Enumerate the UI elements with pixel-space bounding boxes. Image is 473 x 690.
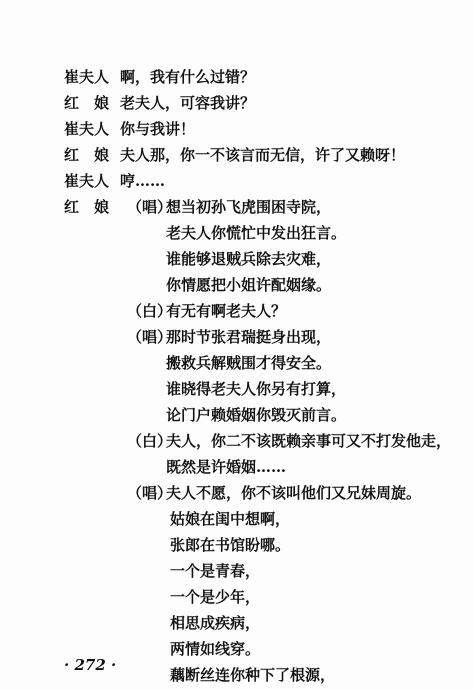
lyric-line: 夫人不愿，你不该叫他们又兄妹周旋。	[166, 484, 422, 502]
performance-mark: （唱）	[127, 328, 173, 346]
lyric-line: 那时节张君瑞挺身出现，	[166, 328, 332, 346]
lyric-line: 谁晓得老夫人你另有打算，	[166, 380, 347, 398]
spoken-line: 有无有啊老夫人？	[166, 302, 287, 320]
lyric-line: 姑娘在闺中想啊，	[170, 510, 291, 528]
speaker-label: 红 娘	[64, 146, 110, 164]
performance-mark: （白）	[127, 302, 173, 320]
lyric-line: 搬救兵解贼围才得安全。	[166, 354, 332, 372]
speaker-label: 崔夫人	[64, 68, 110, 86]
speaker-label: 红 娘	[64, 198, 110, 216]
lyric-line: 想当初孙飞虎围困寺院，	[166, 198, 332, 216]
spoken-line: 夫人，你二不该既赖亲事可又不打发他走，	[166, 432, 452, 450]
dialogue-line: 啊，我有什么过错？	[120, 68, 256, 86]
page-number: · 272 ·	[64, 656, 117, 674]
spoken-line: 既然是许婚姻……	[166, 458, 287, 476]
lyric-line: 论门户赖婚姻你毁灭前言。	[166, 406, 347, 424]
lyric-line: 张郎在书馆盼哪。	[170, 536, 291, 554]
lyric-line: 老夫人你慌忙中发出狂言。	[166, 224, 347, 242]
performance-mark: （唱）	[127, 484, 173, 502]
lyric-line: 藕断丝连你种下了根源，	[170, 666, 336, 684]
dialogue-line: 你与我讲！	[120, 120, 196, 138]
lyric-line: 你情愿把小姐许配姻缘。	[166, 276, 332, 294]
dialogue-line: 夫人那，你一不该言而无信，许了又赖呀！	[120, 146, 406, 164]
dialogue-line: 哼……	[120, 172, 166, 190]
performance-mark: （白）	[127, 432, 173, 450]
speaker-label: 红 娘	[64, 94, 110, 112]
lyric-line: 一个是少年，	[170, 588, 261, 606]
lyric-line: 相思成疾病，	[170, 614, 261, 632]
speaker-label: 崔夫人	[64, 120, 110, 138]
performance-mark: （唱）	[127, 198, 173, 216]
lyric-line: 一个是青春，	[170, 562, 261, 580]
lyric-line: 两情如线穿。	[170, 640, 261, 658]
speaker-label: 崔夫人	[64, 172, 110, 190]
lyric-line: 谁能够退贼兵除去灾难，	[166, 250, 332, 268]
dialogue-line: 老夫人，可容我讲？	[120, 94, 256, 112]
